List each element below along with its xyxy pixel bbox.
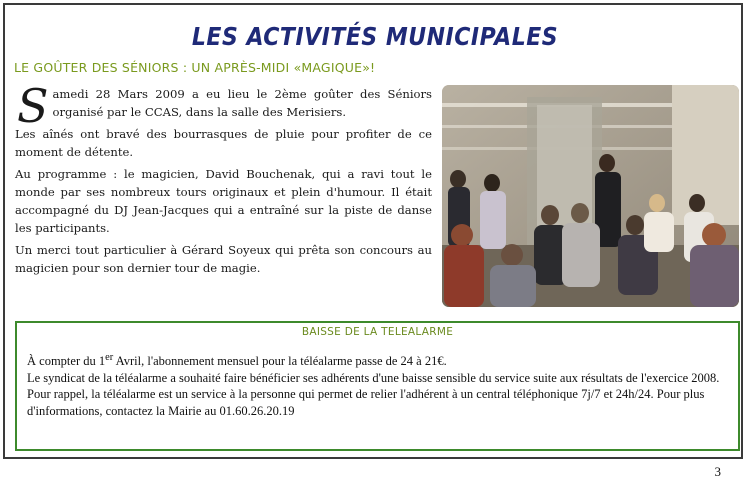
notice-line-text: À compter du 1 — [27, 354, 106, 369]
page-frame — [3, 3, 743, 459]
notice-line-text: Avril, l'abonnement mensuel pour la téléalarme passe de 24 à 21€. — [113, 354, 447, 369]
notice-box — [15, 321, 740, 451]
notice-line: Pour rappel, la téléalarme est un service à la personne qui permet de relier l'adhérent à un central téléphonique 7j/7 et 24h/24. Pour plus d'informations, contactez la Mairie au 01.60.26.20.19 — [27, 387, 705, 418]
page-number: 3 — [714, 464, 721, 479]
article-paragraph: Les aînés ont bravé des bourrasques de pluie pour profiter de ce moment de détente. — [15, 127, 432, 159]
event-photo-illustration — [442, 85, 739, 307]
article-paragraph: Un merci tout particulier à Gérard Soyeux qui prêta son concours au magicien pour son dernier tour de magie. — [15, 243, 432, 275]
article-paragraph — [15, 79, 432, 133]
notice-line: Le syndicat de la téléalarme a souhaité faire bénéficier ses adhérents d'une baisse sensible du service suite aux résultats de l'exercice 2008. — [27, 370, 720, 385]
ordinal-superscript: er — [105, 352, 114, 363]
notice-line — [27, 350, 729, 370]
event-photo — [442, 85, 739, 307]
drop-cap: S — [17, 79, 49, 133]
page-title: LES ACTIVITÉS MUNICIPALES — [191, 23, 559, 52]
article-paragraph: Au programme : le magicien, David Bouchenak, qui a ravi tout le monde par ses nombreux tours originaux et plein d'humour. Il était accompagné du DJ Jean-Jacques qui a entraîné sur la piste de danse les participants. — [15, 167, 432, 235]
notice-body — [27, 350, 729, 419]
notice-title: BAISSE DE LA TELEALARME — [301, 326, 454, 338]
article-subtitle: LE GOÛTER DES SÉNIORS : UN APRÈS-MIDI «MAGIQUE»! — [14, 60, 376, 75]
paragraph-text: amedi 28 Mars 2009 a eu lieu le 2ème goûter des Séniors organisé par le CCAS, dans la salle des Merisiers. — [52, 87, 432, 119]
article-body — [15, 79, 432, 281]
